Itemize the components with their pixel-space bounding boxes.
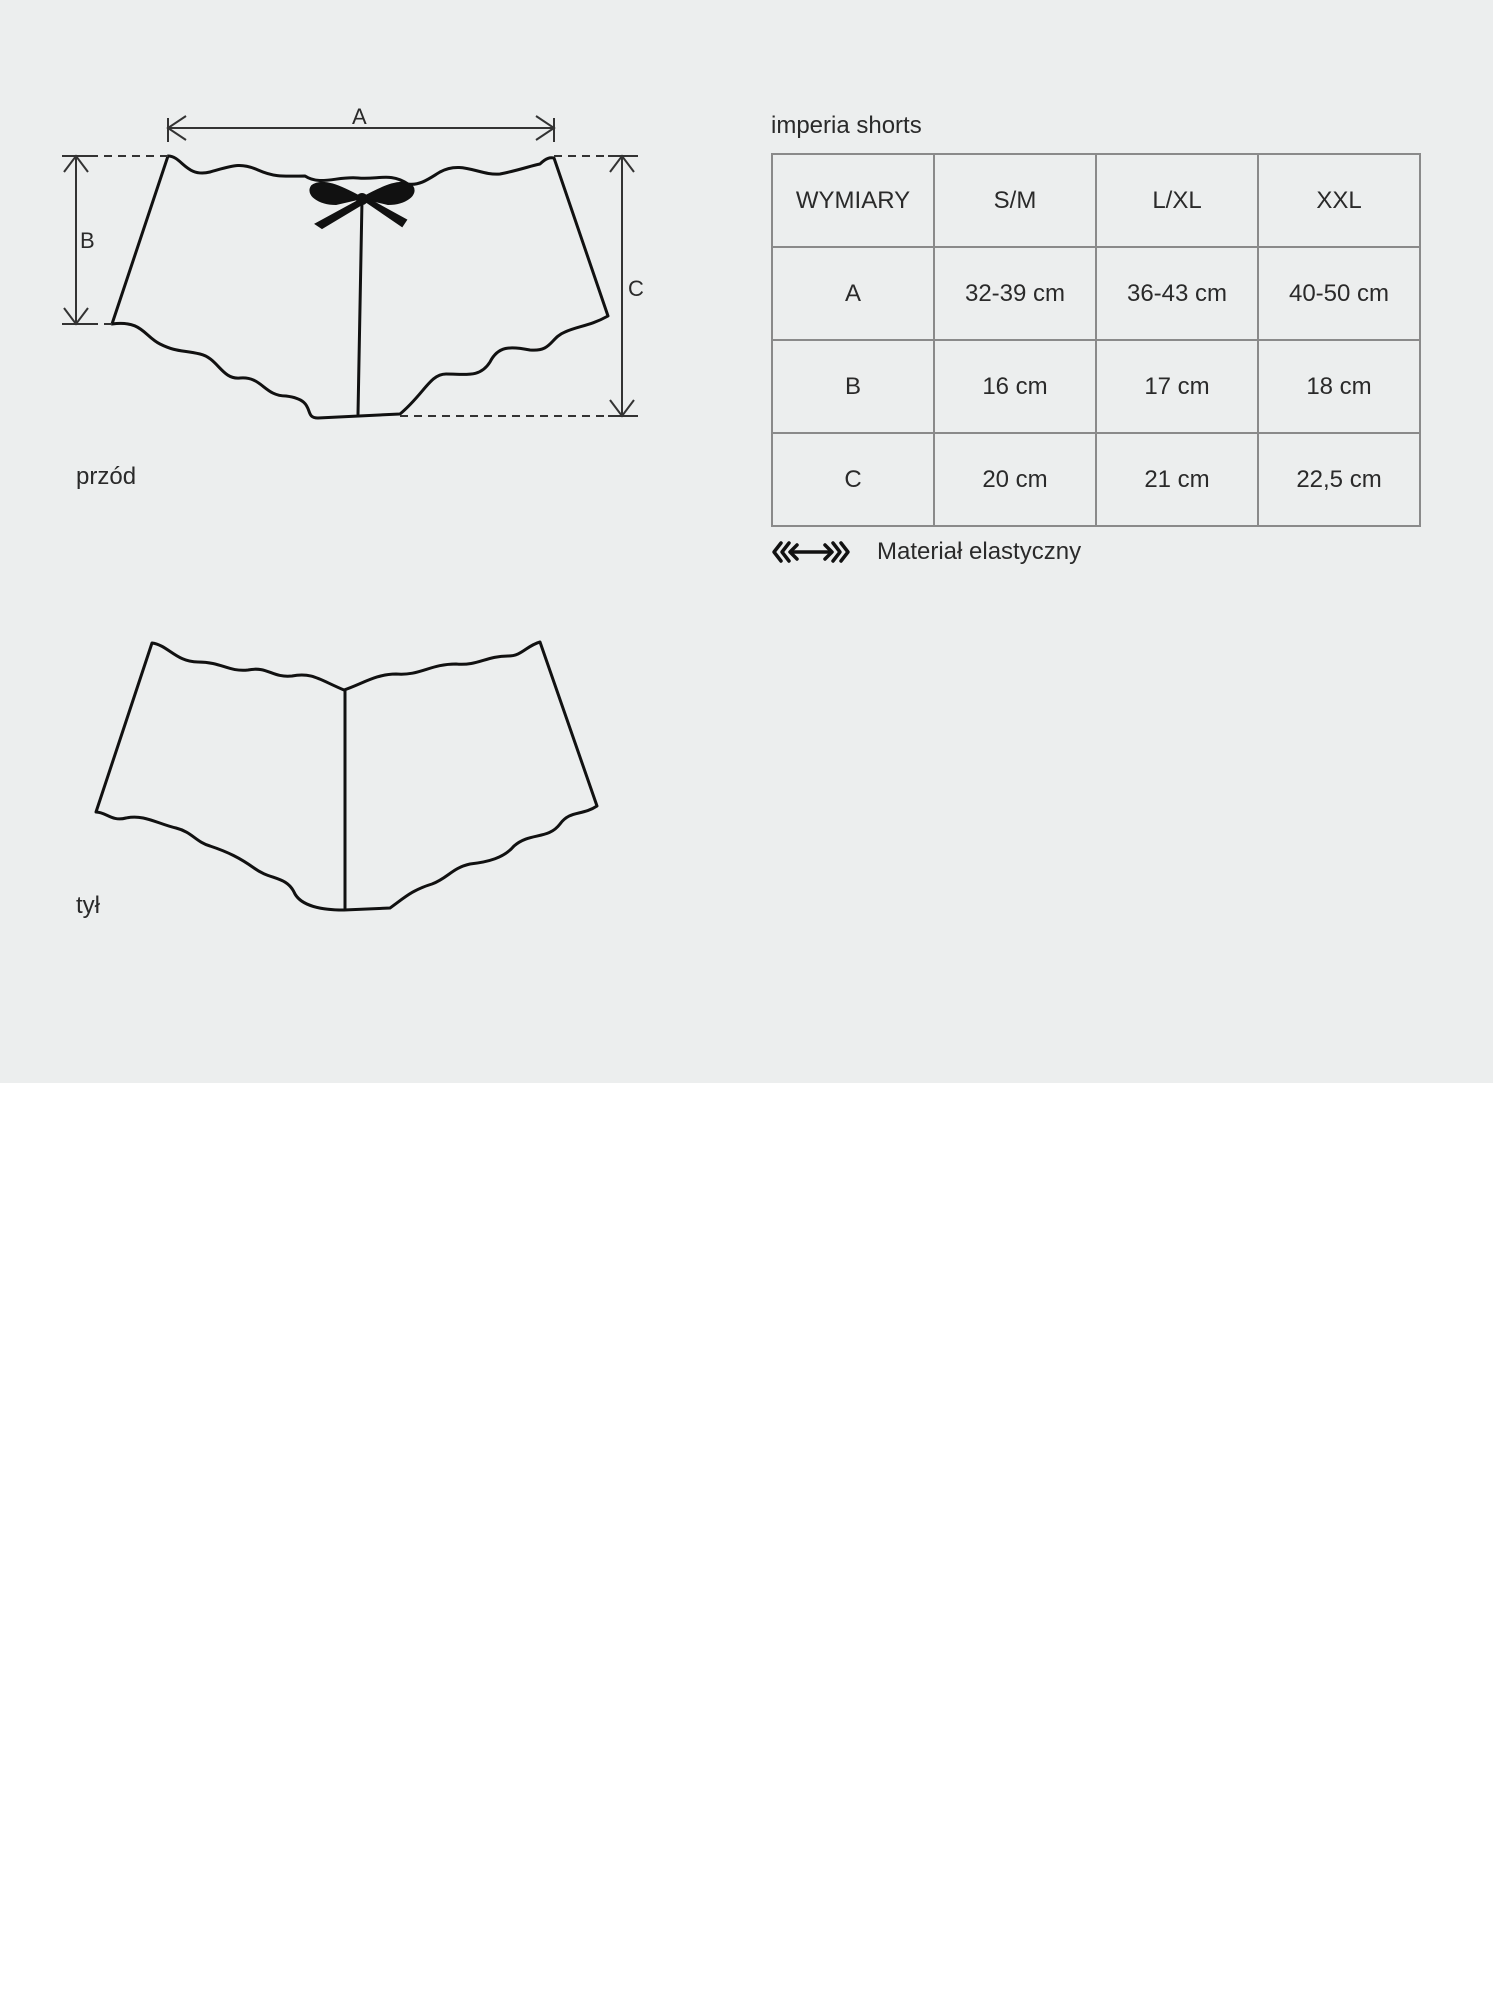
front-center-seam	[358, 200, 362, 414]
table-cell: 18 cm	[1258, 340, 1420, 433]
table-row	[772, 433, 1420, 526]
table-cell: 22,5 cm	[1258, 433, 1420, 526]
table-cell: 32-39 cm	[934, 247, 1096, 340]
table-row	[772, 340, 1420, 433]
back-view-label: tył	[76, 892, 100, 919]
header-cell: WYMIARY	[772, 154, 934, 247]
header-cell: S/M	[934, 154, 1096, 247]
table-cell: 17 cm	[1096, 340, 1258, 433]
header-cell: L/XL	[1096, 154, 1258, 247]
dimension-b-label: B	[80, 228, 95, 253]
row-label-cell: C	[772, 433, 934, 526]
front-view-label: przód	[76, 463, 137, 490]
table-cell: 16 cm	[934, 340, 1096, 433]
dimension-c-label: C	[628, 276, 644, 301]
table-cell: 36-43 cm	[1096, 247, 1258, 340]
legend-text: Materiał elastyczny	[877, 538, 1082, 565]
table-cell: 20 cm	[934, 433, 1096, 526]
table-header-row	[772, 154, 1420, 247]
dimension-a-label: A	[352, 104, 367, 129]
table-cell: 21 cm	[1096, 433, 1258, 526]
table-cell: 40-50 cm	[1258, 247, 1420, 340]
table-row	[772, 247, 1420, 340]
table-title: imperia shorts	[771, 112, 922, 139]
row-label-cell: A	[772, 247, 934, 340]
header-cell: XXL	[1258, 154, 1420, 247]
stretch-arrow-icon	[771, 540, 851, 564]
legend	[771, 537, 1081, 567]
size-table	[771, 153, 1421, 527]
row-label-cell: B	[772, 340, 934, 433]
shorts-technical-drawing	[0, 0, 760, 1083]
